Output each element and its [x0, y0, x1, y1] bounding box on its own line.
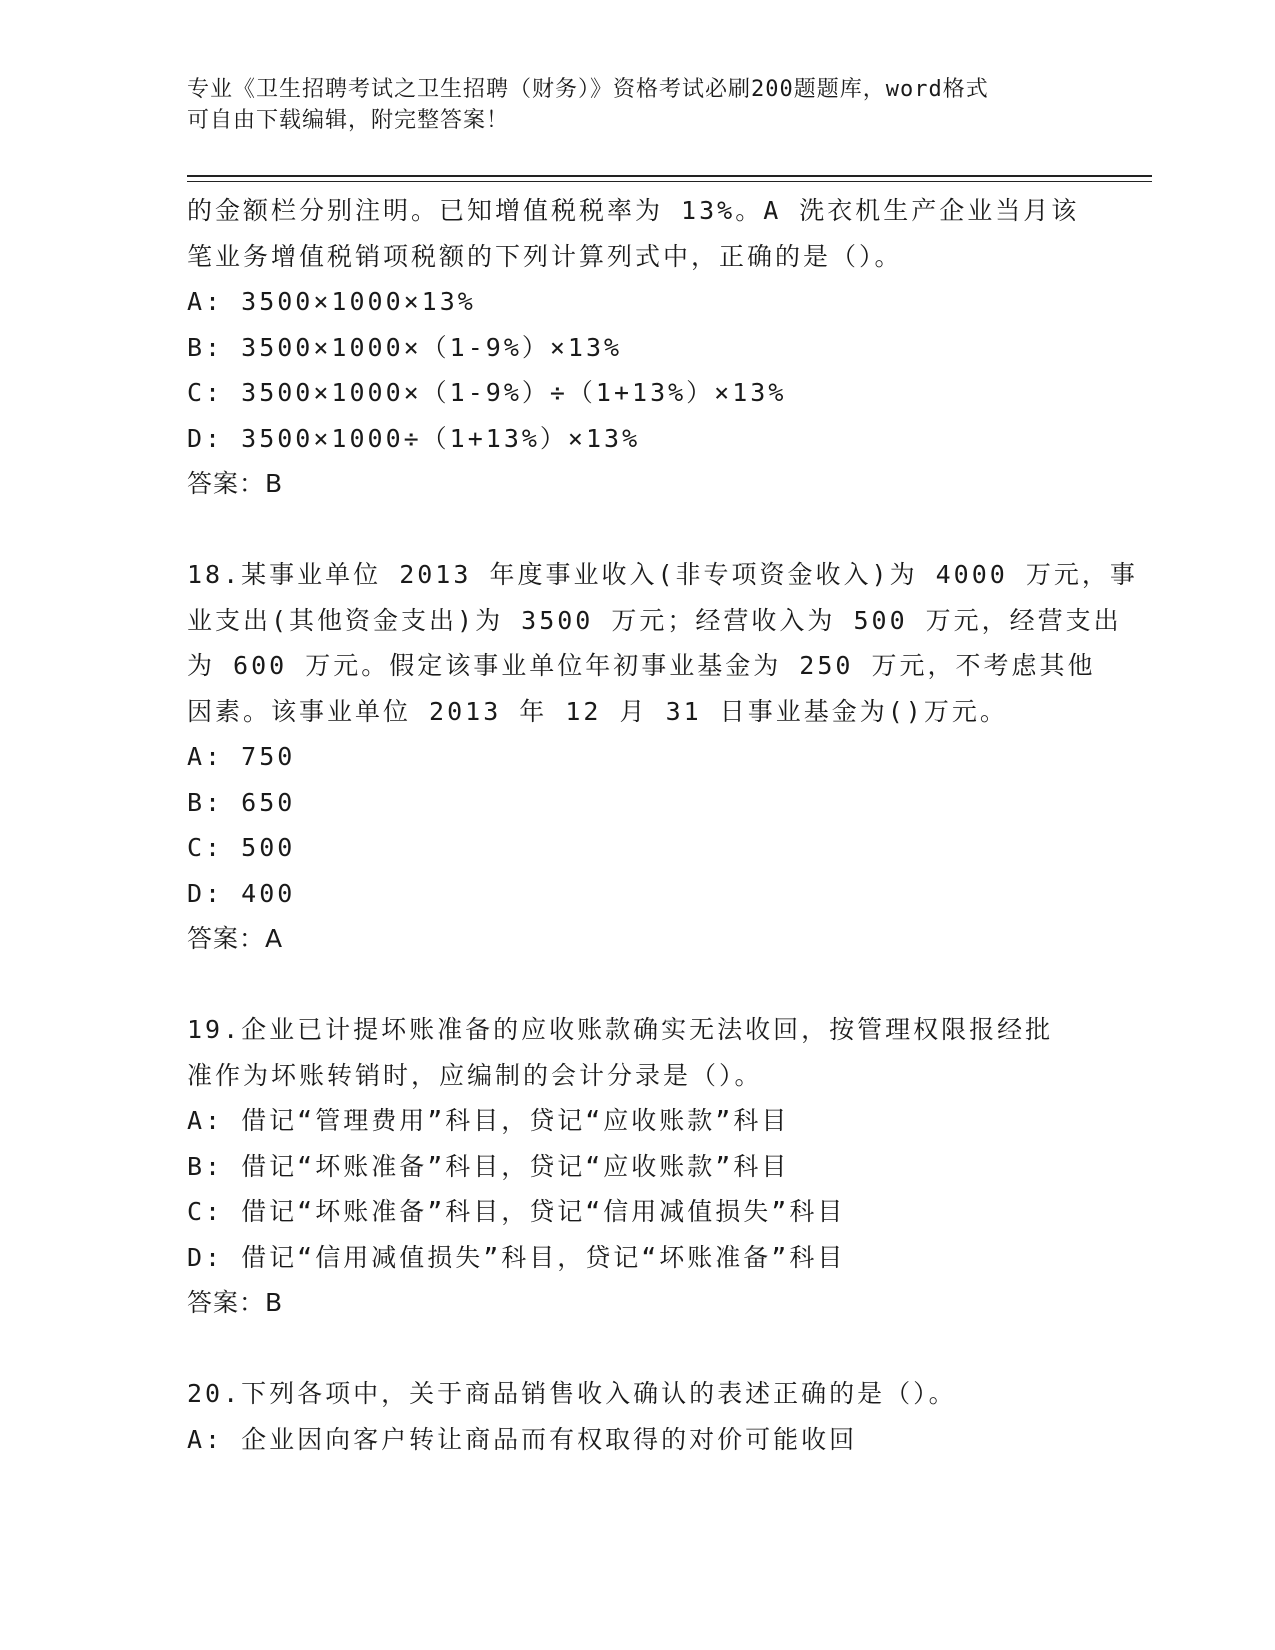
question-20 — [187, 1371, 1087, 1462]
option-b: B: 借记“坏账准备”科目，贷记“应收账款”科目 — [187, 1151, 790, 1181]
option-d: D: 借记“信用减值损失”科目，贷记“坏账准备”科目 — [187, 1242, 846, 1272]
option-a: A: 企业因向客户转让商品而有权取得的对价可能收回 — [187, 1424, 858, 1454]
question-18 — [187, 552, 1138, 962]
answer-line: 答案：B — [187, 1288, 284, 1317]
question-19 — [187, 1007, 1087, 1326]
spacer — [187, 962, 1087, 1008]
question-stem-line: 因素。该事业单位 2013 年 12 月 31 日事业基金为()万元。 — [187, 696, 1008, 726]
option-b: B: 3500×1000×（1-9%）×13% — [187, 332, 623, 362]
header-line-2: 可自由下载编辑，附完整答案！ — [187, 108, 510, 133]
question-17 — [187, 188, 1087, 507]
answer-line: 答案：A — [187, 924, 284, 953]
option-b: B: 650 — [187, 787, 296, 817]
question-stem-line: 准作为坏账转销时，应编制的会计分录是（）。 — [187, 1060, 763, 1090]
answer-line: 答案：B — [187, 469, 284, 498]
option-c: C: 3500×1000×（1-9%）÷（1+13%）×13% — [187, 378, 787, 407]
question-stem-line: 为 600 万元。假定该事业单位年初事业基金为 250 万元，不考虑其他 — [187, 651, 1096, 680]
option-d: D: 3500×1000÷（1+13%）×13% — [187, 423, 641, 453]
question-stem-line: 的金额栏分别注明。已知增值税税率为 13%。A 洗衣机生产企业当月该 — [187, 196, 1080, 225]
header-line-1: 专业《卫生招聘考试之卫生招聘（财务）》资格考试必刷200题题库，word格式 — [187, 77, 989, 102]
header-divider-thick — [187, 175, 1152, 177]
question-stem-line: 18.某事业单位 2013 年度事业收入(非专项资金收入)为 4000 万元，事 — [187, 560, 1138, 589]
question-stem-line: 笔业务增值税销项税额的下列计算列式中，正确的是（）。 — [187, 241, 903, 271]
option-c: C: 500 — [187, 833, 296, 862]
option-a: A: 3500×1000×13% — [187, 287, 476, 316]
document-body — [187, 188, 1138, 1462]
question-stem-line: 业支出(其他资金支出)为 3500 万元；经营收入为 500 万元，经营支出 — [187, 605, 1122, 635]
option-a: A: 借记“管理费用”科目，贷记“应收账款”科目 — [187, 1106, 790, 1135]
document-header — [187, 74, 1087, 136]
question-stem-line: 19.企业已计提坏账准备的应收账款确实无法收回，按管理权限报经批 — [187, 1015, 1054, 1044]
spacer — [187, 507, 1087, 553]
spacer — [187, 1326, 1087, 1372]
option-d: D: 400 — [187, 878, 296, 908]
option-a: A: 750 — [187, 742, 296, 771]
question-stem-line: 20.下列各项中，关于商品销售收入确认的表述正确的是（）。 — [187, 1379, 957, 1408]
option-c: C: 借记“坏账准备”科目，贷记“信用减值损失”科目 — [187, 1197, 846, 1226]
header-divider-thin — [187, 181, 1152, 182]
